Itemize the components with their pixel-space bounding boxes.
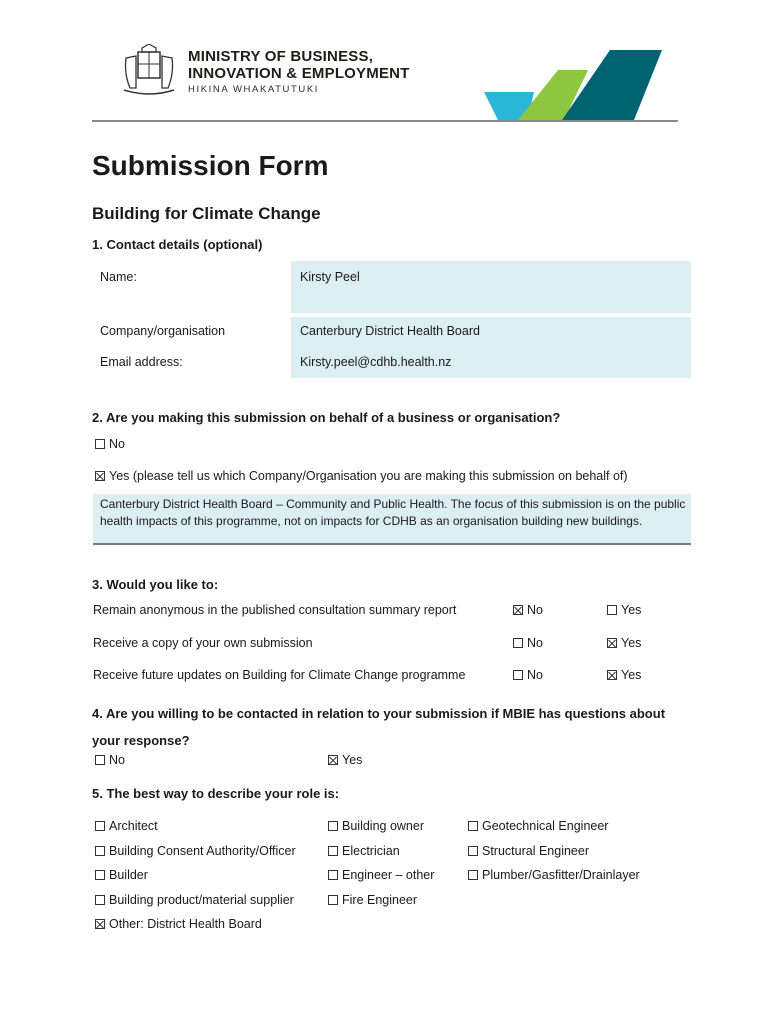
behalf-no-option[interactable] bbox=[95, 437, 125, 451]
form-subtitle: Building for Climate Change bbox=[92, 204, 321, 223]
section-4-heading-line-2: your response? bbox=[92, 733, 190, 748]
ministry-line-1: MINISTRY OF BUSINESS, bbox=[188, 48, 374, 65]
updates-yes-option[interactable] bbox=[607, 668, 641, 682]
section-3-heading: 3. Would you like to: bbox=[92, 577, 219, 592]
contact-no-option[interactable] bbox=[95, 753, 125, 767]
section-5-heading: 5. The best way to describe your role is: bbox=[92, 786, 340, 801]
role-engineer-other-option[interactable] bbox=[328, 868, 434, 882]
organisation-field[interactable]: Canterbury District Health Board – Community and Public Health. The focus of this submission is on the public health impacts of this programme, not on impacts for CDHB as an organisation building new buildings. bbox=[100, 497, 686, 528]
role-structural-checkbox[interactable] bbox=[468, 846, 478, 856]
copy-no-option[interactable] bbox=[513, 636, 543, 650]
name-field[interactable]: Kirsty Peel bbox=[300, 270, 360, 284]
role-structural-label: Structural Engineer bbox=[482, 844, 590, 858]
role-other-option[interactable] bbox=[95, 917, 262, 931]
role-plumber-option[interactable] bbox=[468, 868, 640, 882]
updates-no-checkbox[interactable] bbox=[513, 670, 523, 680]
role-architect-checkbox[interactable] bbox=[95, 821, 105, 831]
role-builder-label: Builder bbox=[109, 868, 148, 882]
contact-yes-option[interactable] bbox=[328, 753, 362, 767]
company-label: Company/organisation bbox=[100, 324, 226, 338]
contact-no-label: No bbox=[109, 753, 125, 767]
copy-yes-label: Yes bbox=[621, 636, 642, 650]
role-plumber-checkbox[interactable] bbox=[468, 870, 478, 880]
role-plumber-label: Plumber/Gasfitter/Drainlayer bbox=[482, 868, 640, 882]
header-divider bbox=[92, 120, 678, 122]
role-geotech-checkbox[interactable] bbox=[468, 821, 478, 831]
updates-no-option[interactable] bbox=[513, 668, 543, 682]
updates-yes-label: Yes bbox=[621, 668, 642, 682]
behalf-no-label: No bbox=[109, 437, 125, 451]
section-4-heading bbox=[92, 700, 665, 754]
role-other-label: Other: District Health Board bbox=[109, 917, 262, 931]
section-1-heading: 1. Contact details (optional) bbox=[92, 237, 263, 252]
anonymous-no-label: No bbox=[527, 603, 543, 617]
role-structural-option[interactable] bbox=[468, 844, 589, 858]
email-field[interactable]: Kirsty.peel@cdhb.health.nz bbox=[300, 355, 452, 369]
company-field[interactable]: Canterbury District Health Board bbox=[300, 324, 480, 338]
anonymous-yes-checkbox[interactable] bbox=[607, 605, 617, 615]
role-electrician-checkbox[interactable] bbox=[328, 846, 338, 856]
copy-yes-checkbox[interactable] bbox=[607, 638, 617, 648]
behalf-yes-label: Yes (please tell us which Company/Organisation you are making this submission on behalf of) bbox=[109, 469, 628, 483]
role-builder-option[interactable] bbox=[95, 868, 148, 882]
role-bca-checkbox[interactable] bbox=[95, 846, 105, 856]
role-architect-option[interactable] bbox=[95, 819, 158, 833]
behalf-yes-option[interactable] bbox=[95, 469, 628, 483]
contact-yes-label: Yes bbox=[342, 753, 363, 767]
copy-no-checkbox[interactable] bbox=[513, 638, 523, 648]
role-owner-option[interactable] bbox=[328, 819, 424, 833]
role-supplier-checkbox[interactable] bbox=[95, 895, 105, 905]
role-electrician-option[interactable] bbox=[328, 844, 400, 858]
role-geotech-label: Geotechnical Engineer bbox=[482, 819, 609, 833]
contact-no-checkbox[interactable] bbox=[95, 755, 105, 765]
role-owner-label: Building owner bbox=[342, 819, 424, 833]
role-fire-option[interactable] bbox=[328, 893, 417, 907]
copy-row-label: Receive a copy of your own submission bbox=[93, 636, 313, 650]
ministry-name bbox=[188, 48, 410, 82]
anonymous-no-checkbox[interactable] bbox=[513, 605, 523, 615]
behalf-no-checkbox[interactable] bbox=[95, 439, 105, 449]
page-title: Submission Form bbox=[92, 150, 329, 181]
role-builder-checkbox[interactable] bbox=[95, 870, 105, 880]
section-2-heading: 2. Are you making this submission on behalf of a business or organisation? bbox=[92, 410, 561, 425]
field-separator bbox=[291, 313, 691, 317]
copy-yes-option[interactable] bbox=[607, 636, 641, 650]
role-engineer-other-checkbox[interactable] bbox=[328, 870, 338, 880]
anonymous-yes-label: Yes bbox=[621, 603, 642, 617]
role-fire-label: Fire Engineer bbox=[342, 893, 418, 907]
ministry-subtitle: HIKINA WHAKATUTUKI bbox=[188, 84, 320, 95]
copy-no-label: No bbox=[527, 636, 543, 650]
updates-row-label: Receive future updates on Building for Climate Change programme bbox=[93, 668, 466, 682]
role-geotech-option[interactable] bbox=[468, 819, 608, 833]
email-label: Email address: bbox=[100, 355, 183, 369]
section-4-heading-line-1: 4. Are you willing to be contacted in relation to your submission if MBIE has questions about bbox=[92, 706, 666, 721]
brand-stripes-graphic bbox=[484, 50, 664, 122]
ministry-line-2: INNOVATION & EMPLOYMENT bbox=[188, 65, 410, 82]
role-bca-option[interactable] bbox=[95, 844, 296, 858]
anonymous-yes-option[interactable] bbox=[607, 603, 641, 617]
coat-of-arms-logo bbox=[120, 44, 178, 96]
updates-yes-checkbox[interactable] bbox=[607, 670, 617, 680]
role-bca-label: Building Consent Authority/Officer bbox=[109, 844, 296, 858]
role-fire-checkbox[interactable] bbox=[328, 895, 338, 905]
role-engineer-other-label: Engineer – other bbox=[342, 868, 435, 882]
contact-yes-checkbox[interactable] bbox=[328, 755, 338, 765]
role-architect-label: Architect bbox=[109, 819, 158, 833]
anonymous-row-label: Remain anonymous in the published consultation summary report bbox=[93, 603, 457, 617]
anonymous-no-option[interactable] bbox=[513, 603, 543, 617]
role-owner-checkbox[interactable] bbox=[328, 821, 338, 831]
name-label: Name: bbox=[100, 270, 137, 284]
updates-no-label: No bbox=[527, 668, 543, 682]
role-electrician-label: Electrician bbox=[342, 844, 400, 858]
role-supplier-option[interactable] bbox=[95, 893, 294, 907]
role-other-checkbox[interactable] bbox=[95, 919, 105, 929]
role-supplier-label: Building product/material supplier bbox=[109, 893, 294, 907]
behalf-yes-checkbox[interactable] bbox=[95, 471, 105, 481]
